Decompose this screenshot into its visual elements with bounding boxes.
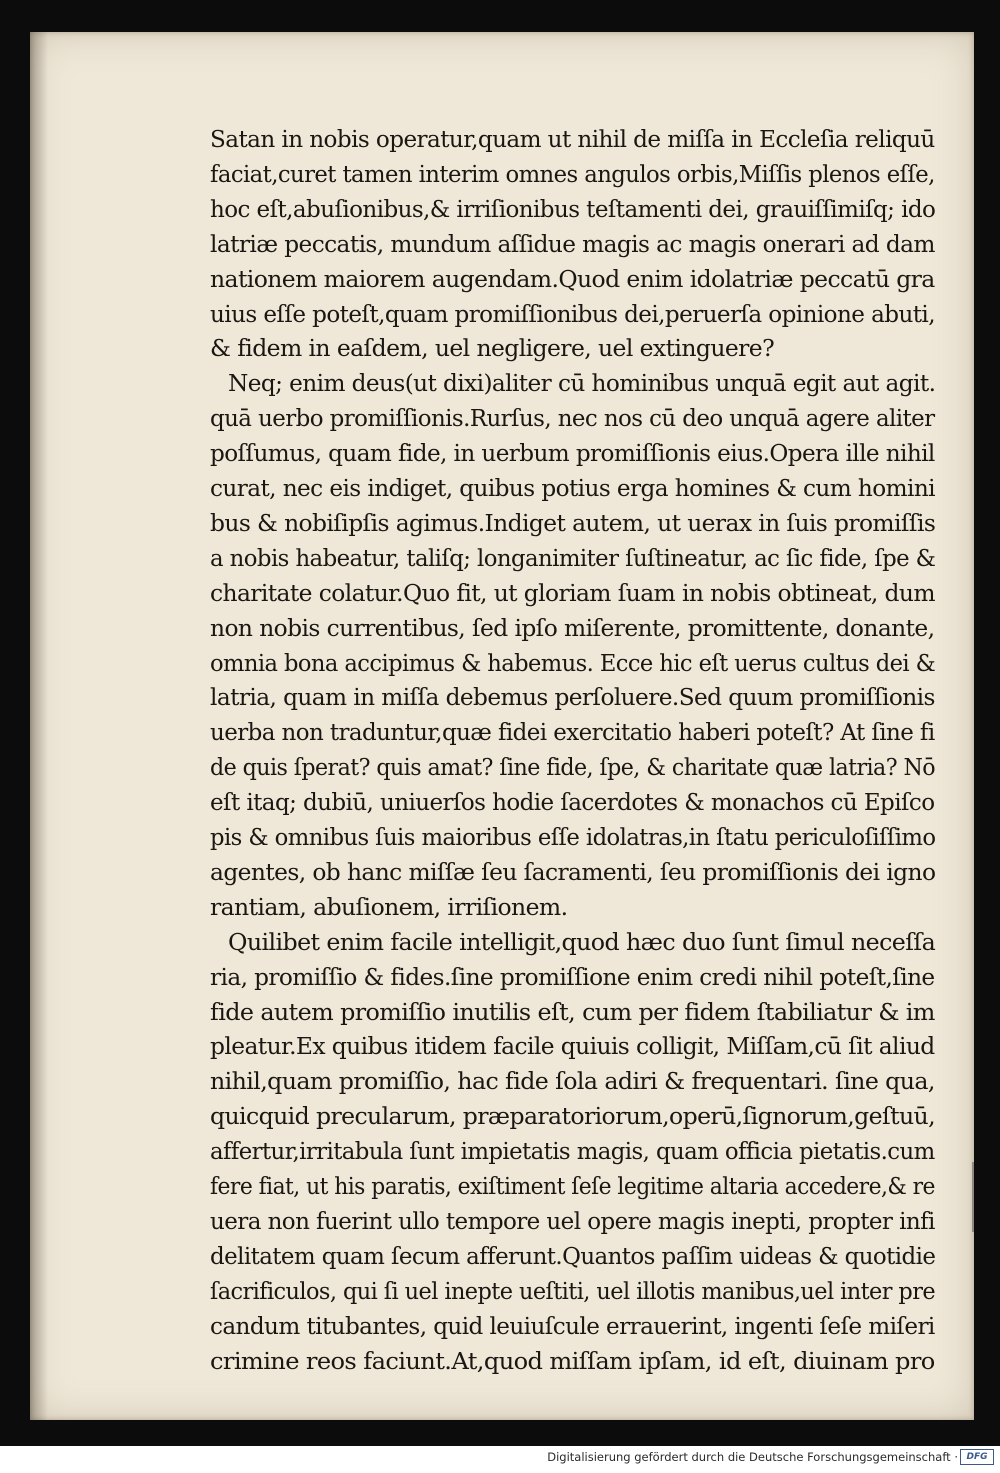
text-line: & fidem in eaſdem, uel negligere, uel extinguere? xyxy=(210,334,775,363)
text-line: affertur,irritabula ſunt impietatis magis, quam officia pietatis.cum xyxy=(210,1137,935,1166)
text-line: charitate colatur.Quo fit, ut gloriam ſuam in nobis obtineat, dum xyxy=(210,578,935,607)
text-line: pis & omnibus ſuis maioribus eſſe idolatras,in ſtatu periculoſiſſimo xyxy=(210,823,936,851)
text-line: Quilibet enim facile intelligit,quod hæc duo ſunt ſimul neceſſa xyxy=(228,927,936,956)
text-line: faciat,curet tamen interim omnes angulos orbis,Miſſis plenos eſſe, xyxy=(210,159,935,188)
margin-mark xyxy=(972,1162,974,1232)
text-line: candum titubantes, quid leuiuſcule errauerint, ingenti ſeſe miſeri xyxy=(210,1311,935,1340)
text-line: nihil,quam promiſſio, hac fide ſola adiri & frequentari. ſine qua, xyxy=(210,1067,935,1096)
text-line: rantiam, abuſionem, irriſionem. xyxy=(210,892,568,921)
book-page xyxy=(30,32,974,1420)
text-line: ria, promiſſio & fides.ſine promiſſione enim credi nihil poteſt,ſine xyxy=(210,962,935,991)
text-line: omnia bona accipimus & habemus. Ecce hic eſt uerus cultus dei & xyxy=(210,648,936,677)
text-line: quicquid precularum, præparatoriorum,operū,ſignorum,geſtuū, xyxy=(210,1102,936,1131)
text-line: a nobis habeatur, taliſq; longanimiter ſuſtineatur, ac ſic fide, ſpe & xyxy=(210,543,936,572)
text-line: fide autem promiſſio inutilis eſt, cum per fidem ſtabiliatur & im xyxy=(210,997,935,1026)
text-line: ſacrificulos, qui ſi uel inepte ueſtiti, uel illotis manibus,uel inter pre xyxy=(210,1276,936,1305)
text-line: Satan in nobis operatur,quam ut nihil de miſſa in Eccleſia reliquū xyxy=(210,125,935,153)
text-line: latriæ peccatis, mundum aſſidue magis ac magis onerari ad dam xyxy=(210,229,935,258)
text-line: curat, nec eis indiget, quibus potius erga homines & cum homini xyxy=(210,474,936,502)
text-line: poſſumus, quam fide, in uerbum promiſſionis eius.Opera ille nihil xyxy=(210,439,935,468)
dfg-logo: DFG xyxy=(960,1449,994,1465)
text-line: hoc eſt,abuſionibus,& irriſionibus teſtamenti dei, grauiſſimiſq; ido xyxy=(210,194,936,223)
text-line: fere fiat, ut his paratis, exiſtiment ſeſe legitime altaria accedere,& re xyxy=(210,1172,935,1200)
text-line: Neq; enim deus(ut dixi)aliter cū hominibus unquā egit aut agit. xyxy=(228,369,936,398)
text-line: uerba non traduntur,quæ fidei exercitatio haberi poteſt? At ſine fi xyxy=(210,718,935,747)
text-line: de quis ſperat? quis amat? ſine fide, ſpe, & charitate quæ latria? Nō xyxy=(210,753,936,782)
text-line: delitatem quam ſecum afferunt.Quantos paſſim uideas & quotidie xyxy=(210,1241,936,1270)
text-line: quā uerbo promiſſionis.Rurſus, nec nos cū deo unquā agere aliter xyxy=(210,404,935,433)
text-line: pleatur.Ex quibus itidem facile quiuis colligit, Miſſam,cū ſit aliud xyxy=(210,1032,935,1061)
text-line: agentes, ob hanc miſſæ ſeu ſacramenti, ſeu promiſſionis dei igno xyxy=(210,857,936,886)
text-line: uera non fuerint ullo tempore uel opere magis inepti, propter infi xyxy=(210,1206,935,1235)
footer-credit: Digitalisierung gefördert durch die Deutsche Forschungsgemeinschaft · xyxy=(547,1450,958,1464)
text-line: nationem maiorem augendam.Quod enim idolatriæ peccatū gra xyxy=(210,264,935,293)
text-line: non nobis currentibus, ſed ipſo miſerente, promittente, donante, xyxy=(210,613,935,642)
text-line: bus & nobiſipſis agimus.Indiget autem, ut uerax in ſuis promiſſis xyxy=(210,508,936,537)
text-line: eſt itaq; dubiū, uniuerſos hodie ſacerdotes & monachos cū Epiſco xyxy=(210,788,935,817)
text-line: crimine reos faciunt.At,quod miſſam ipſam, id eſt, diuinam pro xyxy=(210,1346,935,1375)
text-line: uius eſſe poteſt,quam promiſſionibus dei,peruerſa opinione abuti, xyxy=(210,299,935,328)
text-line: latria, quam in miſſa debemus perſoluere.Sed quum promiſſionis xyxy=(210,683,935,712)
